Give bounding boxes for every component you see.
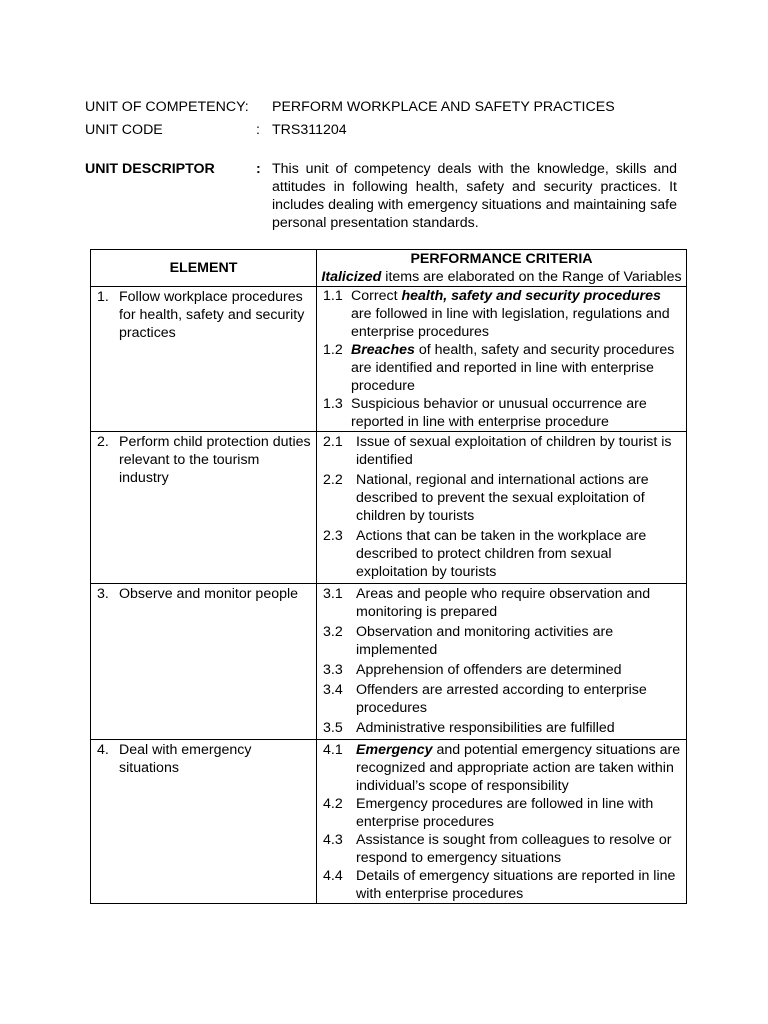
criteria-column-header [317,250,687,287]
criterion-text-pre: Suspicious behavior or unusual occurrence are reported in line with enterprise procedure [351,396,647,430]
element-text: Observe and monitor people [119,586,299,602]
criterion-item [317,795,686,831]
competency-table [90,249,687,904]
criterion-text [356,433,682,469]
criteria-note: items are elaborated on the Range of Variables [381,269,682,285]
criteria-italic-note: Italicized [321,269,382,285]
criterion-text-em: Emergency [356,742,433,758]
criterion-text-pre: National, regional and international actions are described to prevent the sexual exploitation of children by tourists [356,472,649,524]
criterion-text-pre: Administrative responsibilities are fulfilled [356,720,615,736]
criterion-text-pre: Correct [351,288,402,304]
criterion-number: 2.3 [323,528,343,544]
criterion-number: 4.4 [323,868,343,884]
unit-of-competency-value: PERFORM WORKPLACE AND SAFETY PRACTICES [272,99,615,115]
criterion-text-em: Breaches [351,342,415,358]
element-cell [91,740,317,904]
table-row [91,740,687,904]
element-cell [91,584,317,740]
criterion-text [351,287,682,341]
criterion-number: 3.4 [323,682,343,698]
criterion-number: 1.1 [323,288,343,304]
criterion-item [317,623,686,659]
unit-descriptor-text: This unit of competency deals with the knowledge, skills and attitudes in following health, safety and security practices. It includes dealing with emergency situations and maintaining safe personal presentation standards. [272,161,677,231]
element-text: Perform child protection duties relevant to the tourism industry [119,434,311,486]
criterion-text [351,395,682,431]
criterion-text [356,527,682,581]
criterion-text-post: of health, safety and security procedures are identified and reported in line with enterprise procedure [351,342,675,394]
criterion-item [317,661,686,679]
element-item [91,740,316,777]
criterion-text [356,831,682,867]
criterion-text [351,341,682,395]
criteria-cell [317,584,687,740]
criterion-item [317,867,686,903]
criterion-text-pre: Areas and people who require observation and monitoring is prepared [356,586,651,620]
criterion-item [317,831,686,867]
table-row [91,584,687,740]
criterion-item [317,433,686,469]
unit-code-label: UNIT CODE [85,122,163,138]
element-number: 3. [97,586,109,602]
criterion-item [317,741,686,795]
element-text: Deal with emergency situations [119,742,252,776]
criterion-text-pre: Observation and monitoring activities are implemented [356,624,614,658]
unit-descriptor-label: UNIT DESCRIPTOR [85,161,215,177]
element-number: 2. [97,434,109,450]
criterion-text [356,719,615,737]
criterion-number: 3.2 [323,624,343,640]
criterion-text-em: health, safety and security procedures [401,288,661,304]
criterion-number: 2.2 [323,472,343,488]
criterion-text-post: and potential emergency situations are recognized and appropriate action are taken within individual’s scope of responsibility [356,742,681,794]
element-number: 4. [97,742,109,758]
criterion-text [356,681,682,717]
criterion-number: 4.2 [323,796,343,812]
criterion-item [317,585,686,621]
criterion-item [317,527,686,581]
criteria-cell [317,287,687,432]
criterion-text [356,661,622,679]
criterion-number: 3.3 [323,662,343,678]
criterion-item [317,341,686,395]
criterion-text [356,795,682,831]
criterion-text-pre: Details of emergency situations are reported in line with enterprise procedures [356,868,676,902]
criteria-cell [317,432,687,584]
criterion-text-pre: Assistance is sought from colleagues to resolve or respond to emergency situations [356,832,672,866]
criterion-item [317,395,686,431]
criterion-text [356,471,682,525]
unit-code-value: TRS311204 [272,122,347,138]
criterion-item [317,287,686,341]
criterion-text-pre: Offenders are arrested according to enterprise procedures [356,682,647,716]
element-item [91,287,316,342]
table-row [91,287,687,432]
criterion-text-pre: Issue of sexual exploitation of children by tourist is identified [356,434,672,468]
criterion-number: 3.1 [323,586,343,602]
criterion-number: 4.3 [323,832,343,848]
criterion-number: 1.2 [323,342,343,358]
criterion-text [356,741,682,795]
element-item [91,584,316,603]
criterion-item [317,681,686,717]
criteria-cell [317,740,687,904]
criterion-item [317,719,686,737]
criterion-item [317,471,686,525]
criterion-number: 2.1 [323,434,343,450]
criterion-text [356,623,682,659]
element-text: Follow workplace procedures for health, safety and security practices [119,289,305,341]
criterion-number: 3.5 [323,720,343,736]
table-row [91,432,687,584]
element-column-header: ELEMENT [91,250,317,287]
criterion-text-pre: Emergency procedures are followed in line with enterprise procedures [356,796,654,830]
element-cell [91,432,317,584]
element-cell [91,287,317,432]
table-header-row [91,250,687,287]
element-number: 1. [97,289,109,305]
criterion-text [356,867,682,903]
unit-of-competency-label: UNIT OF COMPETENCY: [85,99,249,115]
criteria-column-title: PERFORMANCE CRITERIA [410,251,593,267]
element-item [91,432,316,487]
criterion-number: 4.1 [323,742,343,758]
criterion-number: 1.3 [323,396,343,412]
unit-descriptor-colon: : [256,161,261,177]
unit-code-colon: : [256,122,260,138]
criterion-text [356,585,682,621]
criterion-text-pre: Actions that can be taken in the workplace are described to protect children from sexual exploitation by tourists [356,528,647,580]
criterion-text-pre: Apprehension of offenders are determined [356,662,622,678]
criterion-text-post: are followed in line with legislation, regulations and enterprise procedures [351,306,670,340]
